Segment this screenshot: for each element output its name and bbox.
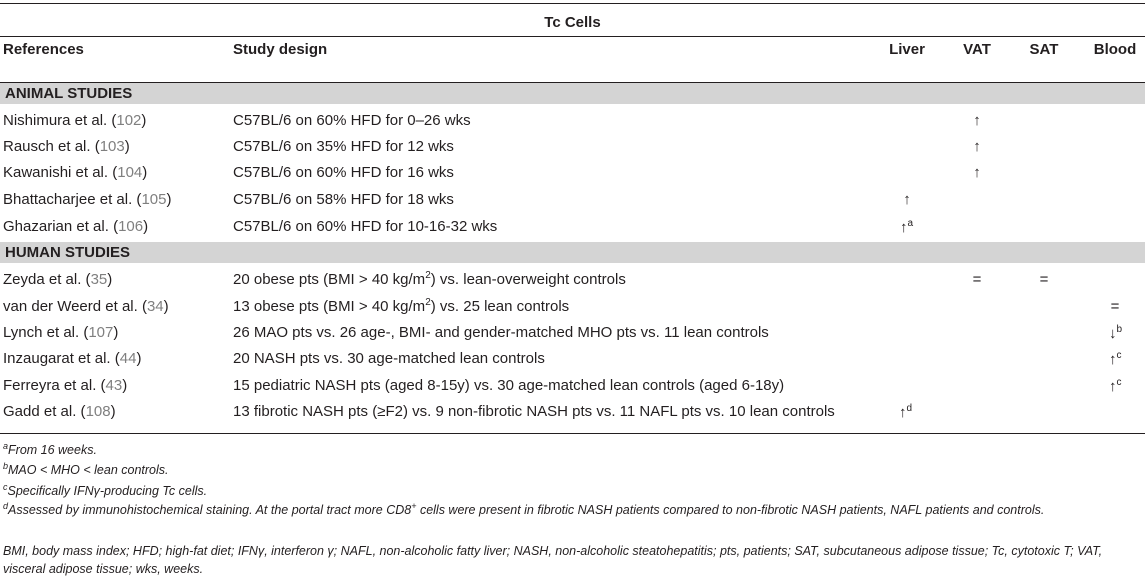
header-blood: Blood <box>1093 41 1137 58</box>
author: Rausch et al. <box>3 138 91 155</box>
citation-link[interactable]: 104 <box>117 164 143 181</box>
row-reference: Zeyda et al. (35) <box>3 271 113 288</box>
citation-link[interactable]: 44 <box>119 350 137 367</box>
row-design: 13 fibrotic NASH pts (≥F2) vs. 9 non-fibrotic NASH pts vs. 11 NAFL pts vs. 10 lean controls <box>233 403 835 420</box>
superscript: 2 <box>425 297 431 308</box>
row-design: 15 pediatric NASH pts (aged 8-15y) vs. 30 age-matched lean controls (aged 6-18y) <box>233 377 785 394</box>
author: Zeyda et al. <box>3 271 82 288</box>
footnote-mark: c <box>1116 350 1122 361</box>
footnote-d <box>3 502 1143 520</box>
footnote-mark: b <box>3 461 9 471</box>
section-human-studies: HUMAN STUDIES <box>5 244 131 261</box>
header-sat: SAT <box>1029 41 1059 58</box>
citation-link[interactable]: 103 <box>99 138 125 155</box>
header-liver: Liver <box>889 41 925 58</box>
cell-blood: = <box>1110 298 1120 315</box>
footnote-mark: c <box>3 482 8 492</box>
design-text: 20 obese pts (BMI > 40 kg/m <box>233 271 426 288</box>
bottom-rule <box>0 433 1145 434</box>
footnote-mark: a <box>3 441 9 451</box>
arrow-down-icon: ↓ <box>1109 325 1117 342</box>
row-reference: Nishimura et al. (102) <box>3 112 147 129</box>
footnote-mark: d <box>906 403 913 414</box>
design-text: 13 obese pts (BMI > 40 kg/m <box>233 298 426 315</box>
row-design: C57BL/6 on 60% HFD for 0–26 wks <box>233 112 471 129</box>
title-rule <box>0 36 1145 37</box>
author: van der Weerd et al. <box>3 298 138 315</box>
row-design: C57BL/6 on 60% HFD for 16 wks <box>233 164 454 181</box>
row-design <box>233 298 569 316</box>
author: Ghazarian et al. <box>3 218 109 235</box>
row-design: C57BL/6 on 35% HFD for 12 wks <box>233 138 454 155</box>
author: Lynch et al. <box>3 324 80 341</box>
table-title: Tc Cells <box>544 14 601 31</box>
footnote-text: MAO < MHO < lean controls. <box>8 463 169 477</box>
design-text: ) vs. lean-overweight controls <box>430 271 626 288</box>
citation-link[interactable]: 102 <box>116 112 142 129</box>
design-text: ) vs. 25 lean controls <box>430 298 570 315</box>
section-band-animal <box>0 83 1145 104</box>
arrow-up-icon: ↑ <box>1109 351 1117 368</box>
row-reference: Gadd et al. (108) <box>3 403 116 420</box>
citation-link[interactable]: 107 <box>88 324 114 341</box>
cell-liver <box>899 404 912 422</box>
author: Nishimura et al. <box>3 112 108 129</box>
arrow-up-icon: ↑ <box>899 404 907 421</box>
footnote-mark: c <box>1116 377 1122 388</box>
row-reference: Ghazarian et al. (106) <box>3 218 149 235</box>
author: Ferreyra et al. <box>3 377 97 394</box>
citation-link[interactable]: 108 <box>85 403 111 420</box>
cell-vat: = <box>972 271 982 288</box>
row-reference: Lynch et al. (107) <box>3 324 119 341</box>
row-design: 26 MAO pts vs. 26 age-, BMI- and gender-matched MHO pts vs. 11 lean controls <box>233 324 769 341</box>
citation-link[interactable]: 106 <box>118 218 144 235</box>
footnote-mark: b <box>1116 324 1123 335</box>
section-band-human <box>0 242 1145 263</box>
cell-liver <box>900 219 913 237</box>
author: Kawanishi et al. <box>3 164 109 181</box>
row-design: C57BL/6 on 58% HFD for 18 wks <box>233 191 454 208</box>
abbreviations: BMI, body mass index; HFD; high-fat diet; IFNγ, interferon γ; NAFL, non-alcoholic fatty liver; NASH, non-alcoholic steatohepatitis; pts, patients; SAT, subcutaneous adipose tissue; Tc, cytotoxic T; VAT, visceral adipose tissue; wks, weeks. <box>3 544 1103 576</box>
author: Inzaugarat et al. <box>3 350 111 367</box>
superscript: 2 <box>425 270 431 281</box>
row-reference: Inzaugarat et al. (44) <box>3 350 142 367</box>
cell-blood <box>1109 325 1122 343</box>
footnote-c <box>3 484 207 499</box>
footnote-text: From 16 weeks. <box>8 443 97 457</box>
footnote-text: Assessed by immunohistochemical staining. At the portal tract more CD8 <box>8 503 412 517</box>
footnote-mark: a <box>907 218 914 229</box>
cell-blood <box>1109 351 1122 369</box>
row-design: 20 NASH pts vs. 30 age-matched lean controls <box>233 350 545 367</box>
citation-link[interactable]: 43 <box>105 377 123 394</box>
row-design <box>233 271 626 289</box>
cell-vat: ↑ <box>973 164 981 181</box>
row-reference: van der Weerd et al. (34) <box>3 298 169 315</box>
row-design: C57BL/6 on 60% HFD for 10-16-32 wks <box>233 218 498 235</box>
top-rule <box>0 3 1145 4</box>
row-reference: Rausch et al. (103) <box>3 138 130 155</box>
author: Gadd et al. <box>3 403 77 420</box>
arrow-up-icon: ↑ <box>1109 378 1117 395</box>
cell-blood <box>1109 378 1122 396</box>
cell-sat: = <box>1039 271 1049 288</box>
header-study-design: Study design <box>233 41 328 58</box>
citation-link[interactable]: 35 <box>90 271 108 288</box>
citation-link[interactable]: 105 <box>141 191 167 208</box>
author: Bhattacharjee et al. <box>3 191 133 208</box>
superscript: + <box>411 501 417 511</box>
row-reference: Kawanishi et al. (104) <box>3 164 148 181</box>
cell-vat: ↑ <box>973 112 981 129</box>
footnote-b <box>3 463 169 478</box>
row-reference: Ferreyra et al. (43) <box>3 377 128 394</box>
footnote-text: cells were present in fibrotic NASH patients compared to non-fibrotic NASH patients, NAFL patients and controls. <box>416 503 1045 517</box>
footnote-mark: d <box>3 501 9 511</box>
row-reference: Bhattacharjee et al. (105) <box>3 191 172 208</box>
footnote-text: Specifically IFNγ-producing Tc cells. <box>7 484 208 498</box>
section-animal-studies: ANIMAL STUDIES <box>5 85 133 102</box>
header-references: References <box>3 41 84 58</box>
header-vat: VAT <box>963 41 991 58</box>
arrow-up-icon: ↑ <box>900 219 908 236</box>
cell-liver: ↑ <box>903 191 911 208</box>
footnote-a <box>3 443 97 458</box>
citation-link[interactable]: 34 <box>146 298 164 315</box>
cell-vat: ↑ <box>973 138 981 155</box>
